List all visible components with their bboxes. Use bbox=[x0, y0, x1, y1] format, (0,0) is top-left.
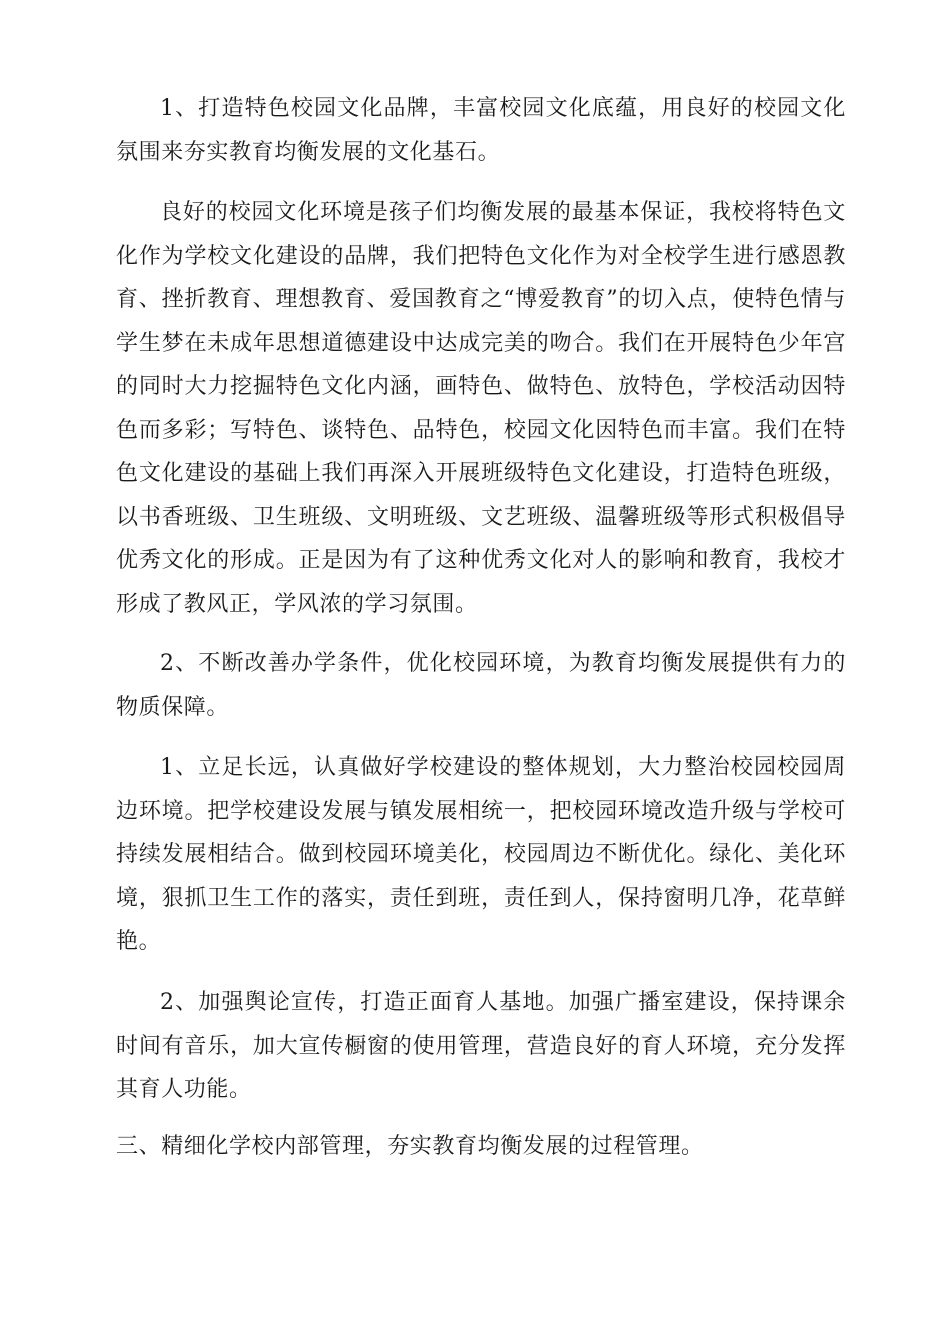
paragraph-long-term-planning: 1、立足长远，认真做好学校建设的整体规划，大力整治校园校园周边环境。把学校建设发展与镇发展相统一，把校园环境改造升级与学校可持续发展相结合。做到校园环境美化，校园周边不断优化。绿化、美化环境，狠抓卫生工作的落实，责任到班，责任到人，保持窗明几净，花草鲜艳。 bbox=[116, 755, 846, 954]
paragraph-campus-culture-heading: 1、打造特色校园文化品牌，丰富校园文化底蕴，用良好的校园文化氛围来夯实教育均衡发展的文化基石。 bbox=[116, 96, 846, 165]
paragraph-campus-culture-body: 良好的校园文化环境是孩子们均衡发展的最基本保证，我校将特色文化作为学校文化建设的品牌，我们把特色文化作为对全校学生进行感恩教育、挫折教育、理想教育、爱国教育之“博爱教育”的切入点，使特色情与学生梦在未成年思想道德建设中达成完美的吻合。我们在开展特色少年宫的同时大力挖掘特色文化内涵，画特色、做特色、放特色，学校活动因特色而多彩；写特色、谈特色、品特色，校园文化因特色而丰富。我们在特色文化建设的基础上我们再深入开展班级特色文化建设，打造特色班级，以书香班级、卫生班级、文明班级、文艺班级、温馨班级等形式积极倡导优秀文化的形成。正是因为有了这种优秀文化对人的影响和教育，我校才形成了教风正，学风浓的学习氛围。 bbox=[116, 200, 846, 617]
paragraph-publicity: 2、加强舆论宣传，打造正面育人基地。加强广播室建设，保持课余时间有音乐，加大宣传橱窗的使用管理，营造良好的育人环境，充分发挥其育人功能。 bbox=[116, 990, 846, 1102]
section-heading-internal-management: 三、精细化学校内部管理，夯实教育均衡发展的过程管理。 bbox=[116, 1134, 704, 1159]
paragraph-school-conditions-heading: 2、不断改善办学条件，优化校园环境，为教育均衡发展提供有力的物质保障。 bbox=[116, 651, 846, 720]
